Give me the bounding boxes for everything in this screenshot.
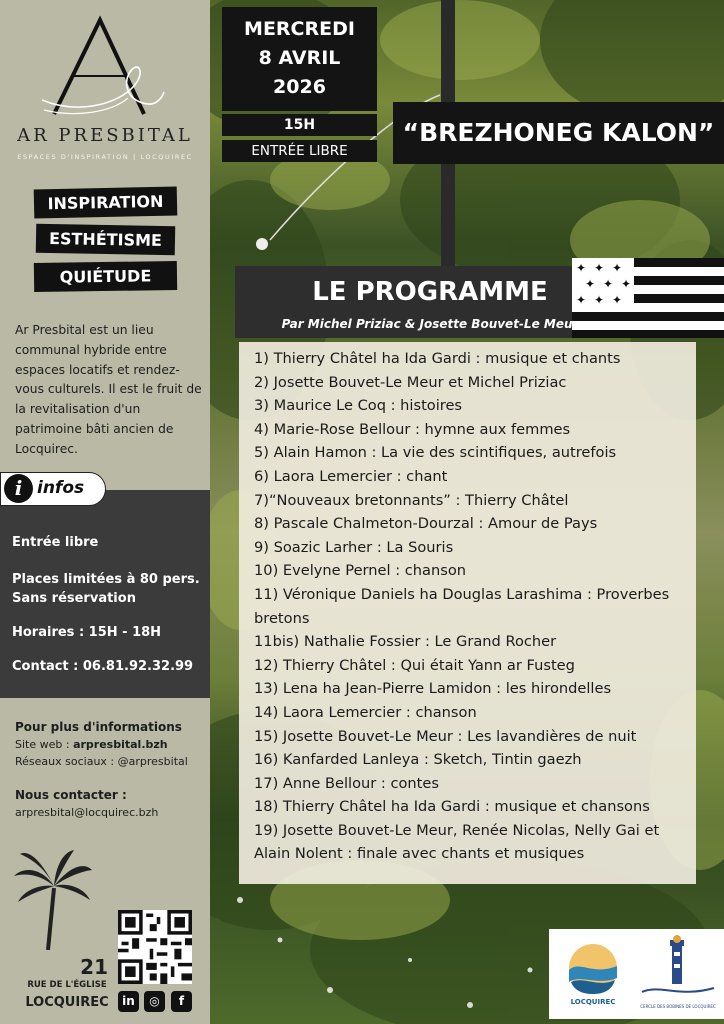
value-tag-quietude: QUIÉTUDE bbox=[34, 261, 177, 292]
svg-text:✦: ✦ bbox=[594, 261, 605, 275]
event-date: 8 AVRIL bbox=[258, 47, 341, 69]
facebook-icon[interactable]: f bbox=[171, 991, 192, 1012]
address-number: 21 bbox=[80, 955, 108, 979]
info-places bbox=[12, 570, 208, 608]
value-tag-inspiration: INSPIRATION bbox=[34, 187, 178, 219]
info-icon: i bbox=[4, 474, 33, 503]
event-day: MERCREDI bbox=[244, 18, 355, 40]
svg-text:✦: ✦ bbox=[603, 277, 614, 291]
programme-item: 1) Thierry Châtel ha Ida Gardi : musique et chants bbox=[254, 350, 621, 367]
programme-item: 9) Soazic Larher : La Souris bbox=[254, 538, 454, 556]
info-places-limit: Places limitées à 80 pers. bbox=[12, 572, 200, 587]
more-info-title: Pour plus d'informations bbox=[15, 720, 182, 734]
svg-text:✦: ✦ bbox=[621, 277, 632, 291]
programme-item: 12) Thierry Châtel : Qui était Yann ar Fusteg bbox=[254, 656, 575, 674]
event-date-box bbox=[222, 7, 377, 111]
event-time: 15H bbox=[222, 114, 377, 136]
programme-item: 2) Josette Bouvet-Le Meur et Michel Priziac bbox=[254, 373, 567, 391]
info-places-reservation: Sans réservation bbox=[12, 591, 136, 606]
programme-item: 10) Evelyne Pernel : chanson bbox=[254, 562, 467, 580]
qr-code[interactable] bbox=[118, 910, 192, 984]
more-info-block bbox=[15, 718, 210, 770]
locquirec-logo-text: LOCQUIREC bbox=[570, 998, 616, 1006]
programme-item: 19) Josette Bouvet-Le Meur, Renée Nicolas, Nelly Gai et Alain Nolent : finale avec chants et musiques bbox=[254, 821, 660, 863]
programme-item: 11bis) Nathalie Fossier : Le Grand Rocher bbox=[254, 633, 557, 651]
email-link[interactable]: arpresbital@locquirec.bzh bbox=[15, 806, 159, 819]
infos-title: infos bbox=[37, 478, 85, 498]
programme-subtitle: Par Michel Priziac & Josette Bouvet-Le Meur bbox=[281, 317, 579, 331]
programme-item: 3) Maurice Le Coq : histoires bbox=[254, 397, 463, 415]
linkedin-icon[interactable]: in bbox=[118, 991, 139, 1012]
programme-item: 13) Lena ha Jean-Pierre Lamidon : les hirondelles bbox=[254, 680, 612, 698]
svg-text:✦: ✦ bbox=[585, 277, 596, 291]
instagram-icon[interactable]: ◎ bbox=[144, 991, 165, 1012]
programme-list bbox=[239, 342, 696, 884]
event-entry: ENTRÉE LIBRE bbox=[251, 143, 348, 159]
locquirec-logo bbox=[558, 938, 628, 1008]
social-line bbox=[15, 753, 210, 770]
svg-text:✦: ✦ bbox=[576, 261, 587, 275]
programme-item: 16) Kanfarded Lanleya : Sketch, Tintin gaezh bbox=[254, 751, 582, 769]
about-text: Ar Presbital est un lieu communal hybride entre espaces locatifs et rendez-vous culturels. Il est le fruit de la revitalisation d'un patrimoine bâti ancien de Locquirec. bbox=[15, 323, 202, 456]
address-street: RUE DE L'ÉGLISE bbox=[27, 980, 107, 990]
website-label: Site web : bbox=[15, 738, 74, 751]
social-handle[interactable]: @arpresbital bbox=[117, 755, 188, 768]
brand-name: AR PRESBITAL bbox=[17, 125, 193, 146]
programme-item: 17) Anne Bellour : contes bbox=[254, 774, 439, 792]
palm-tree-icon bbox=[12, 848, 94, 950]
info-hours: Horaires : 15H - 18H bbox=[12, 625, 162, 640]
svg-text:✦: ✦ bbox=[612, 261, 623, 275]
programme-item: 6) Laora Lemercier : chant bbox=[254, 467, 448, 485]
programme-item: 5) Alain Hamon : La vie des scintifiques, autrefois bbox=[254, 444, 617, 462]
info-entry: Entrée libre bbox=[12, 535, 99, 550]
website-link[interactable]: arpresbital.bzh bbox=[73, 738, 168, 751]
social-label: Réseaux sociaux : bbox=[15, 755, 118, 768]
info-contact-phone: Contact : 06.81.92.32.99 bbox=[12, 659, 194, 674]
programme-title: LE PROGRAMME bbox=[312, 277, 548, 307]
ar-presbital-logo bbox=[36, 14, 166, 126]
programme-item: 14) Laora Lemercier : chanson bbox=[254, 703, 477, 721]
brand-tagline: ESPACES D'INSPIRATION | LOCQUIREC bbox=[17, 153, 193, 161]
svg-text:✦: ✦ bbox=[612, 293, 623, 307]
programme-item: 18) Thierry Châtel ha Ida Gardi : musique et chansons bbox=[254, 798, 650, 816]
programme-item: 11) Véronique Daniels ha Douglas Larashima : Proverbes bretons bbox=[254, 585, 670, 627]
programme-item: 15) Josette Bouvet-Le Meur : Les lavandières de nuit bbox=[254, 727, 637, 745]
cercle-logo-text: CERCLE DES BOBINES DE LOCQUIREC bbox=[640, 1004, 716, 1009]
svg-text:✦: ✦ bbox=[594, 293, 605, 307]
cercle-logo bbox=[636, 934, 720, 1014]
event-year: 2026 bbox=[273, 76, 326, 98]
value-tag-esthetisme: ESTHÉTISME bbox=[36, 224, 175, 255]
event-title: “BREZHONEG KALON” bbox=[393, 102, 724, 164]
programme-item: 7)“Nouveaux bretonnants” : Thierry Châtel bbox=[254, 491, 569, 509]
website-line bbox=[15, 736, 210, 753]
contact-title: Nous contacter : bbox=[15, 788, 127, 802]
programme-item: 4) Marie-Rose Bellour : hymne aux femmes bbox=[254, 420, 571, 438]
svg-text:✦: ✦ bbox=[576, 293, 587, 307]
contact-block bbox=[15, 786, 210, 821]
address-town: LOCQUIREC bbox=[25, 995, 109, 1010]
programme-item: 8) Pascale Chalmeton-Dourzal : Amour de Pays bbox=[254, 515, 598, 533]
